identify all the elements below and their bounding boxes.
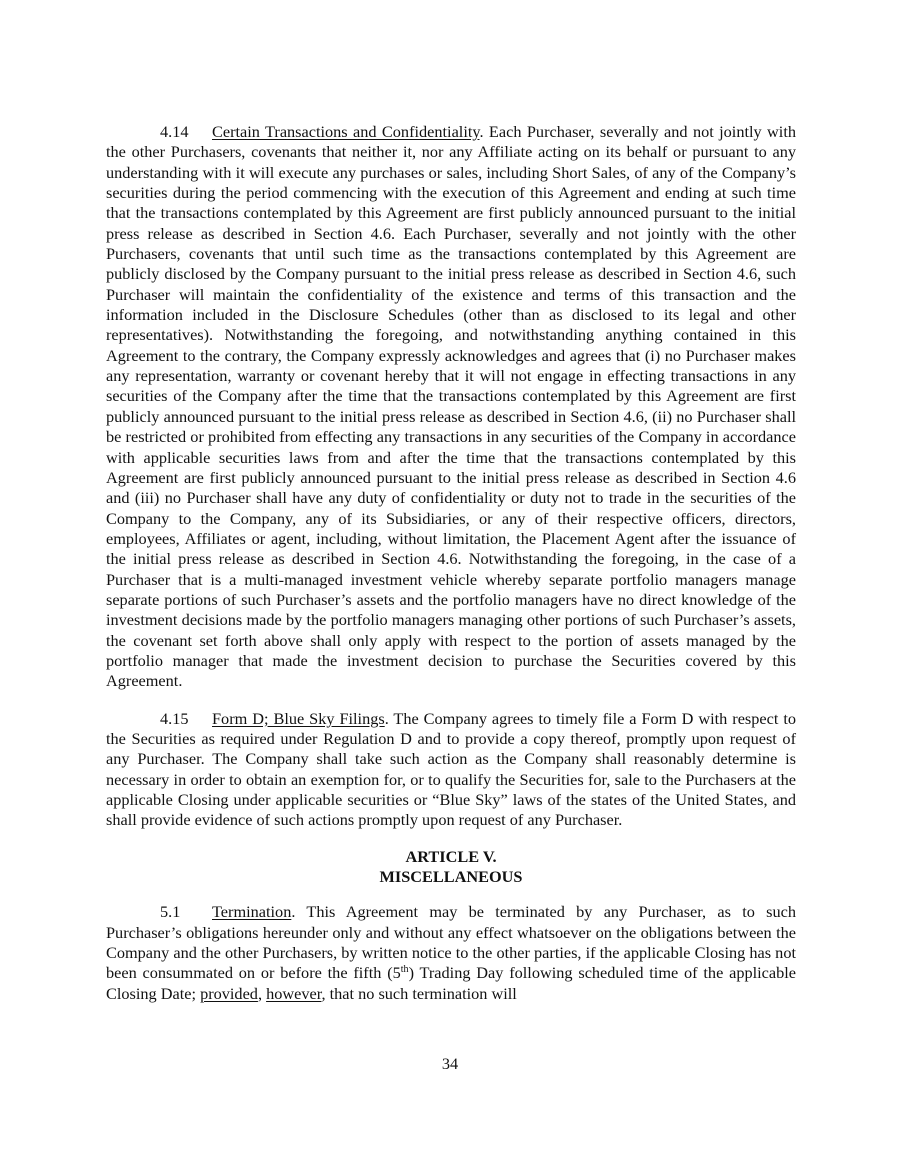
page-number: 34 <box>441 1054 459 1073</box>
however-term: however <box>266 983 322 1003</box>
section-body-end: , that no such termination will <box>321 983 517 1003</box>
section-body-cont: ) Trading Day following scheduled time of the applicable Closing Date; <box>106 963 797 1003</box>
separator: , <box>257 983 267 1003</box>
section-heading: Certain Transactions and Confidentiality <box>212 122 480 141</box>
section-4-15 <box>106 709 796 831</box>
ordinal-superscript: th <box>400 964 409 976</box>
provided-term: provided <box>200 983 258 1003</box>
article-title: MISCELLANEOUS <box>379 867 523 887</box>
section-number: 5.1 <box>160 902 181 922</box>
article-heading <box>106 847 796 888</box>
section-body: . This Agreement may be terminated by any Purchaser, as to such Purchaser’s obligations hereunder only and without any effect whatsoever on the obligations between the Company and the other Purchasers, by written notice to the other parties, if the applicable Closing has not been consummated on or before the fifth (5 <box>106 902 796 983</box>
section-number: 4.15 <box>160 708 189 728</box>
section-body: . The Company agrees to timely file a Form D with respect to the Securities as required under Regulation D and to provide a copy thereof, promptly upon request of any Purchaser. The Company shall take such action as the Company shall reasonably determine is necessary in order to obtain an exemption for, or to qualify the Securities for, sale to the Purchasers at the applicable Closing under applicable securities or “Blue Sky” laws of the states of the United States, and shall provide evidence of such actions promptly upon request of any Purchaser. <box>106 708 796 830</box>
section-heading: Form D; Blue Sky Filings <box>212 708 385 728</box>
section-body: . Each Purchaser, severally and not jointly with the other Purchasers, covenants that neither it, nor any Affiliate acting on its behalf or pursuant to any understanding with it will execute any purchases or sales, including Short Sales, of any of the Company’s securities during the period commencing with the execution of this Agreement and ending at such time that the transactions contemplated by this Agreement are first publicly announced pursuant to the initial press release as described in Section 4.6. Each Purchaser, severally and not jointly with the other Purchasers, covenants that until such time as the transactions contemplated by this Agreement are publicly disclosed by the Company pursuant to the initial press release as described in Section 4.6, such Purchaser will maintain the confidentiality of the existence and terms of this transaction and the information included in the Disclosure Schedules (other than as disclosed to its legal and other representatives). Notwithstanding the foregoing, and notwithstanding anything contained in this Agreement to the contrary, the Company expressly acknowledges and agrees that (i) no Purchaser makes any representation, warranty or covenant hereby that it will not engage in effecting transactions in any securities of the Company after the time that the transactions contemplated by this Agreement are first publicly announced pursuant to the initial press release as described in Section 4.6, (ii) no Purchaser shall be restricted or prohibited from effecting any transactions in any securities of the Company in accordance with applicable securities laws from and after the time that the transactions contemplated by this Agreement are first publicly announced pursuant to the initial press release as described in Section 4.6 and (iii) no Purchaser shall have any duty of confidentiality or duty not to trade in the securities of the Company to the Company, any of its Subsidiaries, or any of their respective officers, directors, employees, Affiliates or agent, including, without limitation, the Placement Agent after the issuance of the initial press release as described in Section 4.6. Notwithstanding the foregoing, in the case of a Purchaser that is a multi-managed investment vehicle whereby separate portfolio managers manage separate portions of such Purchaser’s assets and the portfolio managers have no direct knowledge of the investment decisions made by the portfolio managers managing other portions of such Purchaser’s assets, the covenant set forth above shall only apply with respect to the portion of assets managed by the portfolio manager that made the investment decision to purchase the Securities covered by this Agreement. <box>106 122 796 691</box>
section-4-14 <box>106 122 796 692</box>
section-number: 4.14 <box>160 122 189 141</box>
article-number: ARTICLE V. <box>405 846 497 866</box>
section-heading: Termination <box>212 902 292 922</box>
section-5-1 <box>106 902 796 1004</box>
